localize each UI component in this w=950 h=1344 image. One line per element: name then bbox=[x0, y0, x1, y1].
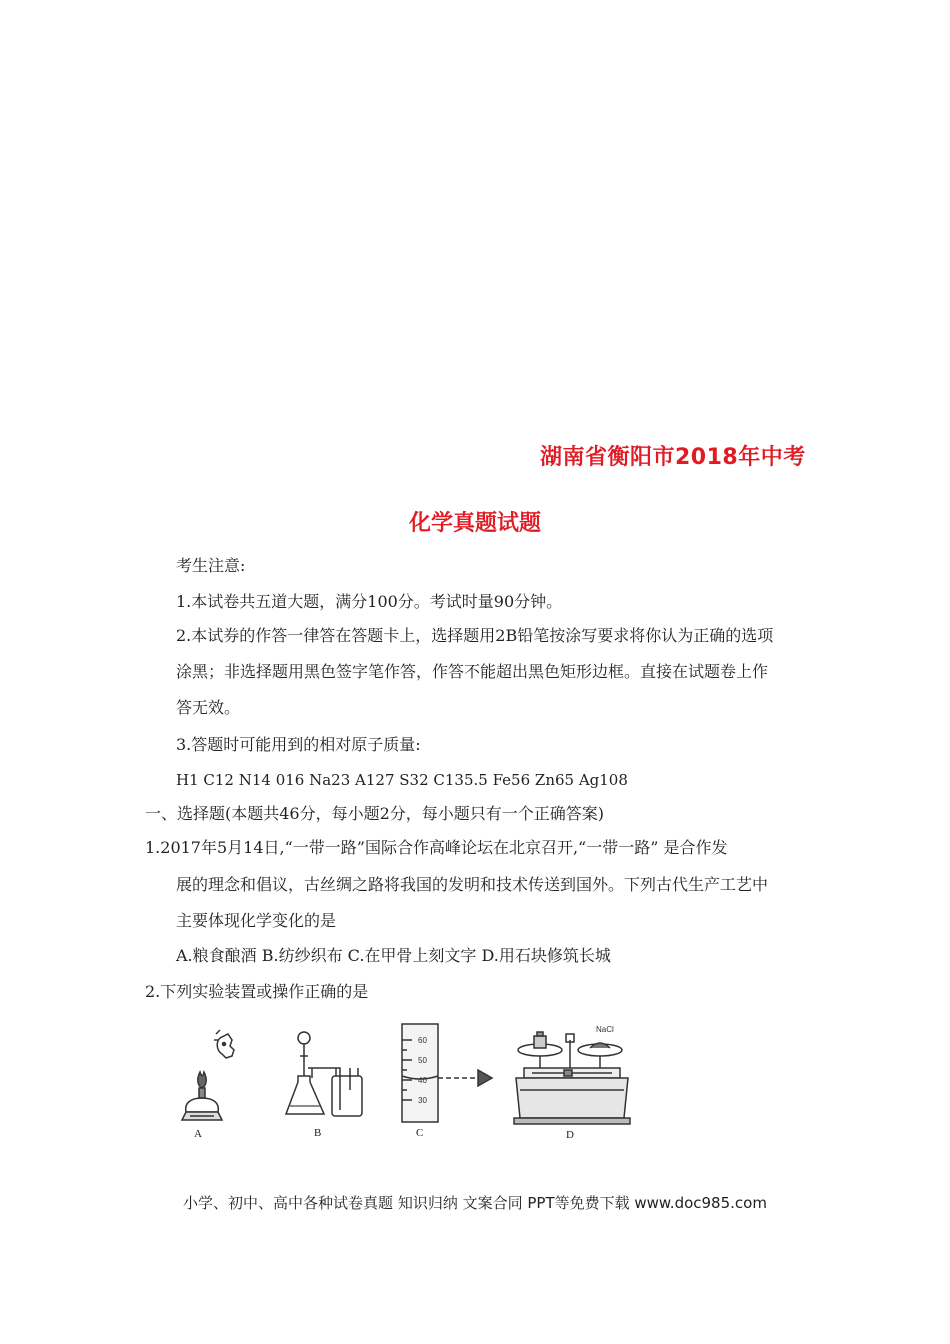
notice-item-3: 3.答题时可能用到的相对原子质量: bbox=[176, 735, 421, 754]
figure-label-c: C bbox=[416, 1127, 424, 1139]
notice-item-1: 1.本试卷共五道大题，满分100分。考试时量90分钟。 bbox=[176, 592, 563, 611]
figure-a-alcohol-lamp bbox=[172, 1020, 252, 1145]
section-1-heading: 一、选择题(本题共46分，每小题2分，每小题只有一个正确答案) bbox=[145, 804, 605, 823]
figure-c-graduated-cylinder bbox=[392, 1020, 502, 1145]
question-1-line1: 1.2017年5月14日,“一带一路”国际合作高峰论坛在北京召开,“一带一路” 是合作发 bbox=[145, 838, 728, 857]
exam-title-line2: 化学真题试题 bbox=[408, 511, 541, 536]
cylinder-tick-30: 30 bbox=[418, 1096, 427, 1105]
figure-label-d: D bbox=[566, 1129, 574, 1141]
exam-title-line1: 湖南省衡阳市2018年中考 bbox=[540, 445, 806, 470]
cylinder-tick-50: 50 bbox=[418, 1056, 427, 1065]
figure-label-a: A bbox=[194, 1128, 202, 1140]
cylinder-tick-40: 40 bbox=[418, 1076, 427, 1085]
question-1-line2: 展的理念和倡议，古丝绸之路将我国的发明和技术传送到国外。下列古代生产工艺中 bbox=[176, 875, 769, 894]
question-1-line3: 主要体现化学变化的是 bbox=[176, 911, 337, 930]
atomic-masses: H1 C12 N14 016 Na23 A127 S32 C135.5 Fe56 Zn65 Ag108 bbox=[176, 771, 628, 789]
figure-d-balance bbox=[508, 1020, 638, 1145]
figure-label-b: B bbox=[314, 1127, 322, 1139]
footer-promo: 小学、初中、高中各种试卷真题 知识归纳 文案合同 PPT等免费下载 www.doc985.com bbox=[183, 1194, 767, 1212]
notice-item-2a: 2.本试券的作答一律答在答题卡上，选择题用2B铅笔按涂写要求将你认为正确的选项 bbox=[176, 626, 774, 645]
question-1-options: A.粮食酿酒 B.纺纱织布 C.在甲骨上刻文字 D.用石块修筑长城 bbox=[176, 946, 611, 965]
question-2-stem: 2.下列实验装置或操作正确的是 bbox=[145, 982, 369, 1001]
figure-b-gas-apparatus bbox=[280, 1020, 375, 1145]
cylinder-tick-60: 60 bbox=[418, 1036, 427, 1045]
notice-heading: 考生注意: bbox=[176, 556, 246, 575]
notice-item-2c: 答无效。 bbox=[176, 698, 241, 717]
nacl-label: NaCl bbox=[596, 1025, 614, 1034]
notice-item-2b: 涂黑；非选择题用黑色签字笔作答，作答不能超出黑色矩形边框。直接在试题卷上作 bbox=[176, 662, 769, 681]
